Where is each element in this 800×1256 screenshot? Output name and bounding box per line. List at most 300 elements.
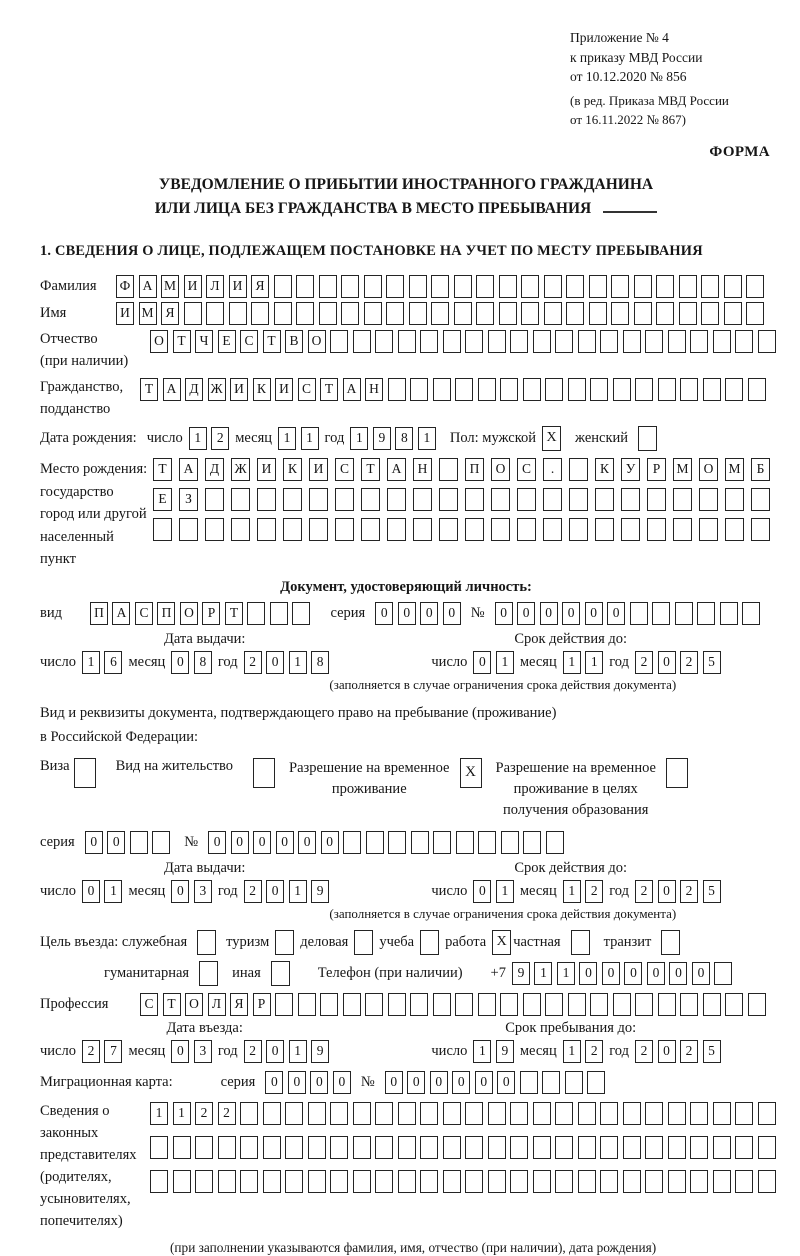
- form-cell[interactable]: [361, 488, 380, 511]
- form-cell[interactable]: [443, 330, 461, 353]
- form-cell[interactable]: [634, 275, 652, 298]
- form-cell[interactable]: 0: [475, 1071, 493, 1094]
- form-cell[interactable]: А: [163, 378, 181, 401]
- form-cell[interactable]: [375, 1102, 393, 1125]
- form-cell[interactable]: [544, 302, 562, 325]
- form-cell[interactable]: К: [253, 378, 271, 401]
- purpose-work-checkbox[interactable]: X: [492, 930, 511, 955]
- form-cell[interactable]: [673, 488, 692, 511]
- form-cell[interactable]: [545, 993, 563, 1016]
- form-cell[interactable]: 0: [288, 1071, 306, 1094]
- form-cell[interactable]: [465, 518, 484, 541]
- form-cell[interactable]: [308, 1170, 326, 1193]
- form-cell[interactable]: [533, 1102, 551, 1125]
- form-cell[interactable]: [748, 378, 766, 401]
- form-cell[interactable]: [365, 993, 383, 1016]
- form-cell[interactable]: 0: [669, 962, 687, 985]
- form-cell[interactable]: [150, 1136, 168, 1159]
- form-cell[interactable]: [309, 518, 328, 541]
- form-cell[interactable]: 0: [495, 602, 513, 625]
- form-cell[interactable]: [319, 275, 337, 298]
- form-cell[interactable]: [296, 302, 314, 325]
- form-cell[interactable]: [713, 1102, 731, 1125]
- form-cell[interactable]: И: [116, 302, 134, 325]
- form-cell[interactable]: С: [517, 458, 536, 481]
- form-cell[interactable]: 2: [635, 880, 653, 903]
- form-cell[interactable]: 0: [208, 831, 226, 854]
- form-cell[interactable]: [465, 1102, 483, 1125]
- form-cell[interactable]: [454, 302, 472, 325]
- form-cell[interactable]: [679, 275, 697, 298]
- form-cell[interactable]: 1: [150, 1102, 168, 1125]
- form-cell[interactable]: [569, 458, 588, 481]
- form-cell[interactable]: [353, 1170, 371, 1193]
- form-cell[interactable]: [748, 993, 766, 1016]
- form-cell[interactable]: [231, 488, 250, 511]
- form-cell[interactable]: 0: [585, 602, 603, 625]
- form-cell[interactable]: [443, 1102, 461, 1125]
- form-cell[interactable]: А: [139, 275, 157, 298]
- form-cell[interactable]: [410, 378, 428, 401]
- form-cell[interactable]: 0: [517, 602, 535, 625]
- form-cell[interactable]: [353, 1136, 371, 1159]
- form-cell[interactable]: [521, 275, 539, 298]
- form-cell[interactable]: 0: [624, 962, 642, 985]
- form-cell[interactable]: [476, 302, 494, 325]
- form-cell[interactable]: [274, 275, 292, 298]
- form-cell[interactable]: [510, 330, 528, 353]
- form-cell[interactable]: Т: [163, 993, 181, 1016]
- form-cell[interactable]: [398, 1170, 416, 1193]
- form-cell[interactable]: [361, 518, 380, 541]
- form-cell[interactable]: [724, 275, 742, 298]
- form-cell[interactable]: [285, 1136, 303, 1159]
- form-cell[interactable]: 0: [266, 880, 284, 903]
- form-cell[interactable]: [433, 831, 451, 854]
- purpose-service-checkbox[interactable]: [197, 930, 216, 955]
- form-cell[interactable]: [413, 488, 432, 511]
- form-cell[interactable]: [388, 378, 406, 401]
- form-cell[interactable]: [431, 302, 449, 325]
- form-cell[interactable]: [491, 488, 510, 511]
- form-cell[interactable]: [388, 993, 406, 1016]
- form-cell[interactable]: Т: [320, 378, 338, 401]
- form-cell[interactable]: [455, 378, 473, 401]
- form-cell[interactable]: 0: [647, 962, 665, 985]
- form-cell[interactable]: 8: [395, 427, 413, 450]
- form-cell[interactable]: [320, 993, 338, 1016]
- sex-male-checkbox[interactable]: X: [542, 426, 561, 451]
- form-cell[interactable]: 1: [289, 880, 307, 903]
- form-cell[interactable]: 1: [585, 651, 603, 674]
- form-cell[interactable]: Е: [153, 488, 172, 511]
- form-cell[interactable]: [130, 831, 148, 854]
- form-cell[interactable]: 2: [585, 880, 603, 903]
- form-cell[interactable]: 0: [82, 880, 100, 903]
- form-cell[interactable]: [668, 1170, 686, 1193]
- form-cell[interactable]: [589, 275, 607, 298]
- form-cell[interactable]: [600, 1136, 618, 1159]
- form-cell[interactable]: 5: [703, 1040, 721, 1063]
- form-cell[interactable]: [621, 488, 640, 511]
- form-cell[interactable]: [488, 1170, 506, 1193]
- form-cell[interactable]: [668, 330, 686, 353]
- purpose-tourism-checkbox[interactable]: [275, 930, 294, 955]
- form-cell[interactable]: [735, 1136, 753, 1159]
- form-cell[interactable]: 0: [562, 602, 580, 625]
- form-cell[interactable]: [410, 993, 428, 1016]
- form-cell[interactable]: [240, 1102, 258, 1125]
- form-cell[interactable]: [488, 330, 506, 353]
- form-cell[interactable]: 3: [194, 880, 212, 903]
- form-cell[interactable]: [542, 1071, 560, 1094]
- form-cell[interactable]: 0: [321, 831, 339, 854]
- form-cell[interactable]: М: [139, 302, 157, 325]
- form-cell[interactable]: Л: [208, 993, 226, 1016]
- form-cell[interactable]: [229, 302, 247, 325]
- form-cell[interactable]: 2: [244, 1040, 262, 1063]
- form-cell[interactable]: [647, 488, 666, 511]
- form-cell[interactable]: Е: [218, 330, 236, 353]
- form-cell[interactable]: 2: [680, 880, 698, 903]
- form-cell[interactable]: [353, 330, 371, 353]
- form-cell[interactable]: [275, 993, 293, 1016]
- form-cell[interactable]: [735, 330, 753, 353]
- form-cell[interactable]: Ж: [208, 378, 226, 401]
- form-cell[interactable]: [398, 330, 416, 353]
- form-cell[interactable]: 0: [658, 880, 676, 903]
- form-cell[interactable]: [341, 302, 359, 325]
- form-cell[interactable]: К: [283, 458, 302, 481]
- form-cell[interactable]: [714, 962, 732, 985]
- purpose-transit-checkbox[interactable]: [661, 930, 680, 955]
- form-cell[interactable]: [420, 1136, 438, 1159]
- form-cell[interactable]: 8: [194, 651, 212, 674]
- form-cell[interactable]: Р: [253, 993, 271, 1016]
- form-cell[interactable]: [647, 518, 666, 541]
- form-cell[interactable]: М: [673, 458, 692, 481]
- form-cell[interactable]: 1: [557, 962, 575, 985]
- form-cell[interactable]: 2: [635, 651, 653, 674]
- form-cell[interactable]: [364, 275, 382, 298]
- form-cell[interactable]: А: [387, 458, 406, 481]
- temp-res-edu-checkbox[interactable]: [666, 758, 688, 788]
- form-cell[interactable]: [533, 1170, 551, 1193]
- form-cell[interactable]: [751, 488, 770, 511]
- form-cell[interactable]: О: [308, 330, 326, 353]
- form-cell[interactable]: [690, 1170, 708, 1193]
- form-cell[interactable]: 2: [244, 651, 262, 674]
- form-cell[interactable]: [500, 378, 518, 401]
- form-cell[interactable]: И: [230, 378, 248, 401]
- form-cell[interactable]: [510, 1102, 528, 1125]
- form-cell[interactable]: 0: [407, 1071, 425, 1094]
- form-cell[interactable]: [501, 831, 519, 854]
- form-cell[interactable]: И: [309, 458, 328, 481]
- form-cell[interactable]: [413, 518, 432, 541]
- form-cell[interactable]: [652, 602, 670, 625]
- form-cell[interactable]: А: [112, 602, 130, 625]
- form-cell[interactable]: [443, 1170, 461, 1193]
- form-cell[interactable]: [454, 275, 472, 298]
- form-cell[interactable]: И: [184, 275, 202, 298]
- form-cell[interactable]: 2: [211, 427, 229, 450]
- form-cell[interactable]: [758, 1102, 776, 1125]
- form-cell[interactable]: [555, 330, 573, 353]
- form-cell[interactable]: 0: [473, 651, 491, 674]
- form-cell[interactable]: 1: [189, 427, 207, 450]
- form-cell[interactable]: М: [161, 275, 179, 298]
- form-cell[interactable]: 8: [311, 651, 329, 674]
- form-cell[interactable]: [713, 330, 731, 353]
- form-cell[interactable]: [488, 1102, 506, 1125]
- form-cell[interactable]: П: [465, 458, 484, 481]
- form-cell[interactable]: [595, 488, 614, 511]
- form-cell[interactable]: [341, 275, 359, 298]
- form-cell[interactable]: [680, 993, 698, 1016]
- form-cell[interactable]: 1: [301, 427, 319, 450]
- form-cell[interactable]: [195, 1136, 213, 1159]
- form-cell[interactable]: [431, 275, 449, 298]
- form-cell[interactable]: [179, 518, 198, 541]
- form-cell[interactable]: 0: [420, 602, 438, 625]
- form-cell[interactable]: 0: [473, 880, 491, 903]
- form-cell[interactable]: [555, 1136, 573, 1159]
- form-cell[interactable]: [533, 330, 551, 353]
- form-cell[interactable]: Р: [647, 458, 666, 481]
- form-cell[interactable]: [335, 488, 354, 511]
- form-cell[interactable]: [566, 302, 584, 325]
- form-cell[interactable]: [411, 831, 429, 854]
- form-cell[interactable]: [673, 518, 692, 541]
- form-cell[interactable]: [742, 602, 760, 625]
- form-cell[interactable]: [675, 602, 693, 625]
- form-cell[interactable]: [725, 378, 743, 401]
- form-cell[interactable]: Д: [185, 378, 203, 401]
- form-cell[interactable]: [388, 831, 406, 854]
- form-cell[interactable]: [630, 602, 648, 625]
- form-cell[interactable]: [523, 831, 541, 854]
- form-cell[interactable]: [645, 1170, 663, 1193]
- form-cell[interactable]: 0: [375, 602, 393, 625]
- form-cell[interactable]: 0: [430, 1071, 448, 1094]
- form-cell[interactable]: П: [90, 602, 108, 625]
- form-cell[interactable]: [658, 993, 676, 1016]
- form-cell[interactable]: 2: [218, 1102, 236, 1125]
- form-cell[interactable]: [517, 488, 536, 511]
- form-cell[interactable]: 0: [452, 1071, 470, 1094]
- form-cell[interactable]: 0: [298, 831, 316, 854]
- form-cell[interactable]: [635, 378, 653, 401]
- form-cell[interactable]: [420, 330, 438, 353]
- form-cell[interactable]: 3: [194, 1040, 212, 1063]
- form-cell[interactable]: [478, 378, 496, 401]
- form-cell[interactable]: 9: [311, 1040, 329, 1063]
- form-cell[interactable]: [623, 1136, 641, 1159]
- form-cell[interactable]: [544, 275, 562, 298]
- form-cell[interactable]: [206, 302, 224, 325]
- form-cell[interactable]: О: [491, 458, 510, 481]
- form-cell[interactable]: [150, 1170, 168, 1193]
- form-cell[interactable]: [353, 1102, 371, 1125]
- form-cell[interactable]: [386, 275, 404, 298]
- form-cell[interactable]: [758, 330, 776, 353]
- form-cell[interactable]: [701, 275, 719, 298]
- form-cell[interactable]: И: [275, 378, 293, 401]
- form-cell[interactable]: 1: [418, 427, 436, 450]
- form-cell[interactable]: Ф: [116, 275, 134, 298]
- form-cell[interactable]: Я: [251, 275, 269, 298]
- form-cell[interactable]: 1: [173, 1102, 191, 1125]
- form-cell[interactable]: [600, 330, 618, 353]
- form-cell[interactable]: [724, 302, 742, 325]
- form-cell[interactable]: О: [180, 602, 198, 625]
- form-cell[interactable]: И: [229, 275, 247, 298]
- form-cell[interactable]: [296, 275, 314, 298]
- residence-permit-checkbox[interactable]: [253, 758, 275, 788]
- form-cell[interactable]: 1: [563, 1040, 581, 1063]
- form-cell[interactable]: [499, 275, 517, 298]
- form-cell[interactable]: [330, 330, 348, 353]
- form-cell[interactable]: [713, 1170, 731, 1193]
- form-cell[interactable]: [555, 1102, 573, 1125]
- form-cell[interactable]: [578, 1102, 596, 1125]
- form-cell[interactable]: [263, 1170, 281, 1193]
- form-cell[interactable]: 2: [82, 1040, 100, 1063]
- form-cell[interactable]: 5: [703, 880, 721, 903]
- form-cell[interactable]: [589, 302, 607, 325]
- form-cell[interactable]: [240, 1136, 258, 1159]
- form-cell[interactable]: [375, 330, 393, 353]
- form-cell[interactable]: [443, 1136, 461, 1159]
- form-cell[interactable]: [387, 518, 406, 541]
- form-cell[interactable]: [578, 1170, 596, 1193]
- form-cell[interactable]: [613, 993, 631, 1016]
- form-cell[interactable]: 5: [703, 651, 721, 674]
- form-cell[interactable]: [465, 1136, 483, 1159]
- purpose-business-checkbox[interactable]: [354, 930, 373, 955]
- form-cell[interactable]: [623, 1170, 641, 1193]
- temp-res-checkbox[interactable]: X: [460, 758, 482, 788]
- form-cell[interactable]: [173, 1170, 191, 1193]
- form-cell[interactable]: [386, 302, 404, 325]
- form-cell[interactable]: 0: [333, 1071, 351, 1094]
- form-cell[interactable]: [330, 1170, 348, 1193]
- form-cell[interactable]: [621, 518, 640, 541]
- form-cell[interactable]: С: [135, 602, 153, 625]
- form-cell[interactable]: [433, 378, 451, 401]
- form-cell[interactable]: 1: [82, 651, 100, 674]
- form-cell[interactable]: [566, 275, 584, 298]
- form-cell[interactable]: 1: [289, 1040, 307, 1063]
- form-cell[interactable]: [523, 993, 541, 1016]
- form-cell[interactable]: [335, 518, 354, 541]
- form-cell[interactable]: [735, 1170, 753, 1193]
- form-cell[interactable]: [746, 275, 764, 298]
- form-cell[interactable]: М: [725, 458, 744, 481]
- form-cell[interactable]: Н: [365, 378, 383, 401]
- form-cell[interactable]: 0: [602, 962, 620, 985]
- form-cell[interactable]: [499, 302, 517, 325]
- form-cell[interactable]: [701, 302, 719, 325]
- form-cell[interactable]: [590, 378, 608, 401]
- form-cell[interactable]: [725, 993, 743, 1016]
- form-cell[interactable]: [240, 1170, 258, 1193]
- purpose-private-checkbox[interactable]: [571, 930, 590, 955]
- form-cell[interactable]: Б: [751, 458, 770, 481]
- form-cell[interactable]: [510, 1170, 528, 1193]
- form-cell[interactable]: [690, 1136, 708, 1159]
- form-cell[interactable]: С: [298, 378, 316, 401]
- form-cell[interactable]: 0: [310, 1071, 328, 1094]
- form-cell[interactable]: Р: [202, 602, 220, 625]
- form-cell[interactable]: [153, 518, 172, 541]
- form-cell[interactable]: [298, 993, 316, 1016]
- form-cell[interactable]: П: [157, 602, 175, 625]
- form-cell[interactable]: [645, 1102, 663, 1125]
- form-cell[interactable]: [690, 330, 708, 353]
- form-cell[interactable]: [758, 1136, 776, 1159]
- form-cell[interactable]: [283, 518, 302, 541]
- form-cell[interactable]: Ж: [231, 458, 250, 481]
- form-cell[interactable]: 1: [473, 1040, 491, 1063]
- purpose-study-checkbox[interactable]: [420, 930, 439, 955]
- form-cell[interactable]: .: [543, 458, 562, 481]
- form-cell[interactable]: 6: [104, 651, 122, 674]
- form-cell[interactable]: 0: [385, 1071, 403, 1094]
- form-cell[interactable]: Т: [263, 330, 281, 353]
- form-cell[interactable]: 0: [398, 602, 416, 625]
- form-cell[interactable]: 0: [171, 1040, 189, 1063]
- form-cell[interactable]: [600, 1102, 618, 1125]
- form-cell[interactable]: [587, 1071, 605, 1094]
- form-cell[interactable]: [366, 831, 384, 854]
- form-cell[interactable]: [510, 1136, 528, 1159]
- form-cell[interactable]: 1: [289, 651, 307, 674]
- form-cell[interactable]: [703, 378, 721, 401]
- form-cell[interactable]: В: [285, 330, 303, 353]
- form-cell[interactable]: 2: [635, 1040, 653, 1063]
- purpose-other-checkbox[interactable]: [271, 961, 290, 986]
- form-cell[interactable]: [746, 302, 764, 325]
- form-cell[interactable]: [569, 488, 588, 511]
- form-cell[interactable]: У: [621, 458, 640, 481]
- form-cell[interactable]: 9: [512, 962, 530, 985]
- form-cell[interactable]: [611, 275, 629, 298]
- form-cell[interactable]: [578, 330, 596, 353]
- form-cell[interactable]: [330, 1136, 348, 1159]
- form-cell[interactable]: [634, 302, 652, 325]
- form-cell[interactable]: [735, 1102, 753, 1125]
- form-cell[interactable]: 7: [104, 1040, 122, 1063]
- form-cell[interactable]: [309, 488, 328, 511]
- form-cell[interactable]: [543, 518, 562, 541]
- form-cell[interactable]: Т: [361, 458, 380, 481]
- form-cell[interactable]: 0: [658, 1040, 676, 1063]
- form-cell[interactable]: 2: [680, 1040, 698, 1063]
- form-cell[interactable]: 0: [266, 1040, 284, 1063]
- form-cell[interactable]: Ч: [195, 330, 213, 353]
- form-cell[interactable]: [343, 993, 361, 1016]
- form-cell[interactable]: [285, 1170, 303, 1193]
- form-cell[interactable]: [533, 1136, 551, 1159]
- form-cell[interactable]: [478, 831, 496, 854]
- form-cell[interactable]: [600, 1170, 618, 1193]
- form-cell[interactable]: 0: [658, 651, 676, 674]
- form-cell[interactable]: [656, 275, 674, 298]
- form-cell[interactable]: [409, 275, 427, 298]
- form-cell[interactable]: [270, 602, 288, 625]
